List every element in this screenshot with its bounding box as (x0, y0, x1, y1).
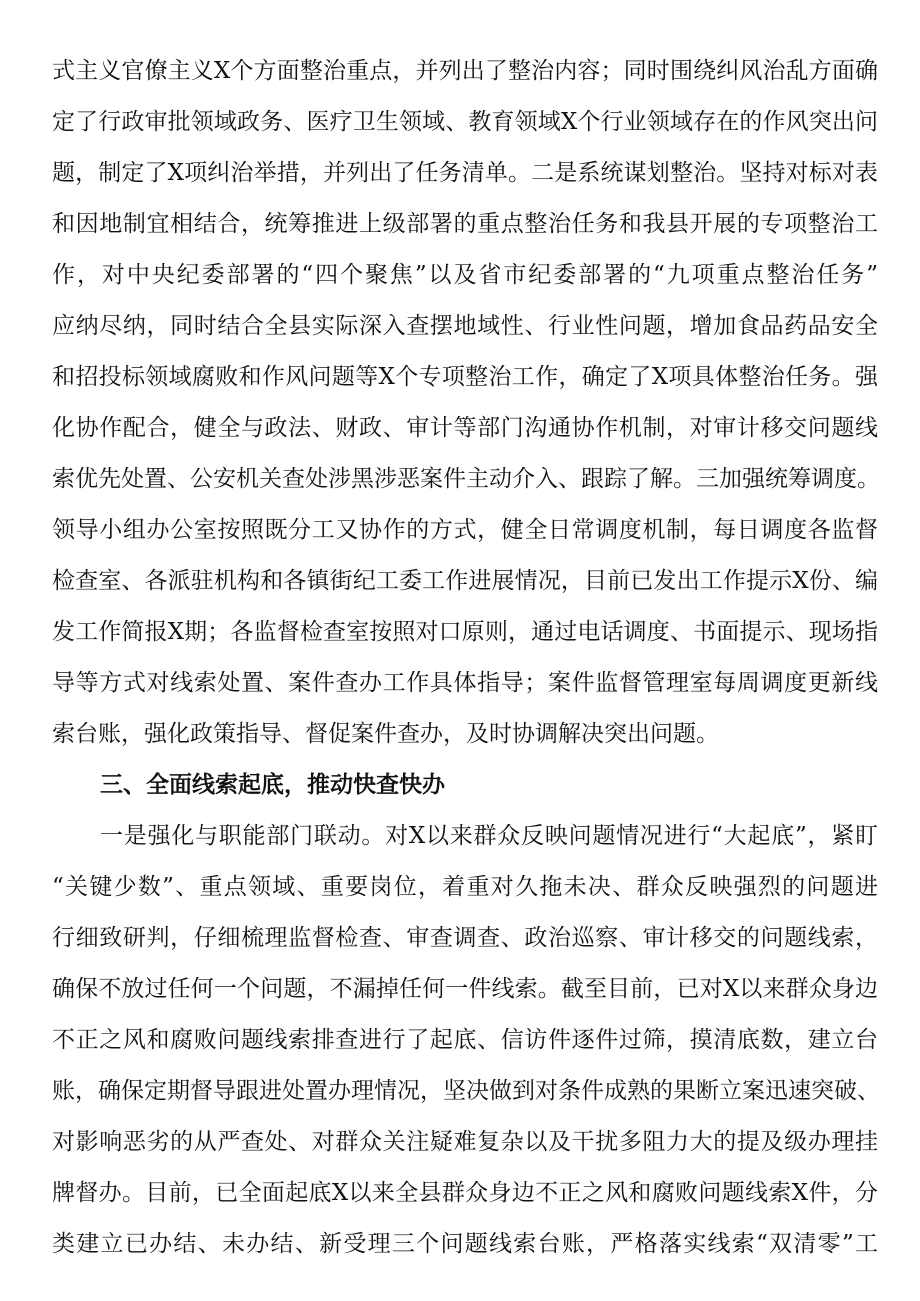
paragraph-line: 题，制定了X项纠治举措，并列出了任务清单。二是系统谋划整治。坚持对标对表 (52, 160, 878, 186)
paragraph-line: 对影响恶劣的从严查处、对群众关注疑难复杂以及干扰多阻力大的提及级办理挂 (52, 1129, 878, 1155)
paragraph-line: 领导小组办公室按照既分工又协作的方式，健全日常调度机制，每日调度各监督 (52, 517, 878, 543)
paragraph-line: 检查室、各派驻机构和各镇街纪工委工作进展情况，目前已发出工作提示X份、编 (52, 568, 878, 594)
paragraph-line: 不正之风和腐败问题线索排查进行了起底、信访件逐件过筛，摸清底数，建立台 (52, 1027, 878, 1053)
paragraph-line: 化协作配合，健全与政法、财政、审计等部门沟通协作机制，对审计移交问题线 (52, 415, 878, 441)
paragraph-line: 和招投标领域腐败和作风问题等X个专项整治工作，确定了X项具体整治任务。强 (52, 364, 878, 390)
paragraph-line: “关键少数”、重点领域、重要岗位，着重对久拖未决、群众反映强烈的问题进 (52, 874, 878, 900)
paragraph-line: 和因地制宜相结合，统筹推进上级部署的重点整治任务和我县开展的专项整治工 (52, 211, 878, 237)
paragraph-line: 发工作简报X期；各监督检查室按照对口原则，通过电话调度、书面提示、现场指 (52, 619, 878, 645)
section-heading: 三、全面线索起底，推动快查快办 (100, 772, 445, 798)
paragraph-line: 式主义官僚主义X个方面整治重点，并列出了整治内容；同时围绕纠风治乱方面确 (52, 58, 878, 84)
paragraph-line: 索台账，强化政策指导、督促案件查办，及时协调解决突出问题。 (52, 721, 719, 747)
paragraph-line: 确保不放过任何一个问题，不漏掉任何一件线索。截至目前，已对X以来群众身边 (52, 976, 878, 1002)
paragraph-line: 索优先处置、公安机关查处涉黑涉恶案件主动介入、跟踪了解。三加强统筹调度。 (52, 466, 880, 492)
paragraph-line: 定了行政审批领域政务、医疗卫生领域、教育领域X个行业领域存在的作风突出问 (52, 109, 878, 135)
paragraph-line: 应纳尽纳，同时结合全县实际深入查摆地域性、行业性问题，增加食品药品安全 (52, 313, 878, 339)
paragraph-line: 行细致研判，仔细梳理监督检查、审查调查、政治巡察、审计移交的问题线索， (52, 925, 878, 951)
paragraph-line: 导等方式对线索处置、案件查办工作具体指导；案件监督管理室每周调度更新线 (52, 670, 878, 696)
paragraph-line: 账，确保定期督导跟进处置办理情况，坚决做到对条件成熟的果断立案迅速突破、 (52, 1078, 880, 1104)
paragraph-line: 一是强化与职能部门联动。对X以来群众反映问题情况进行“大起底”，紧盯 (100, 823, 878, 849)
paragraph-line: 类建立已办结、未办结、新受理三个问题线索台账，严格落实线索“双清零”工 (52, 1231, 878, 1257)
paragraph-line: 牌督办。目前，已全面起底X以来全县群众身边不正之风和腐败问题线索X件，分 (52, 1180, 878, 1206)
paragraph-line: 作，对中央纪委部署的“四个聚焦”以及省市纪委部署的“九项重点整治任务” (52, 262, 878, 288)
